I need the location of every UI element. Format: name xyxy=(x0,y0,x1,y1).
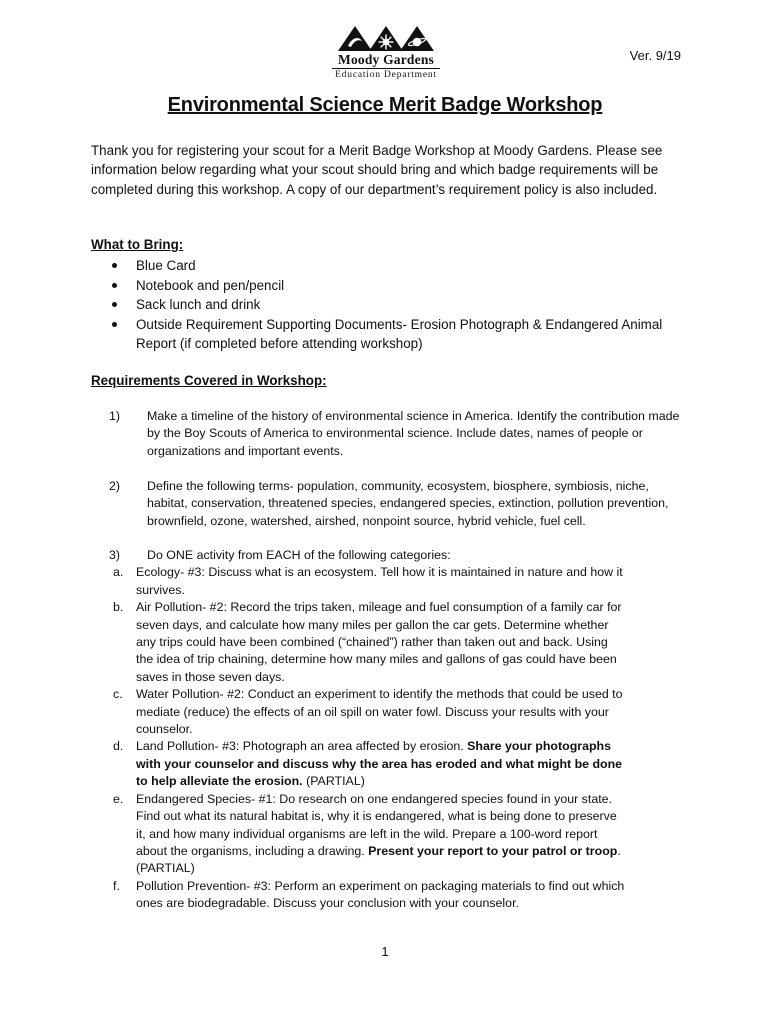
page-title: Environmental Science Merit Badge Workshop xyxy=(167,94,603,116)
sub-letter: e. xyxy=(113,791,124,806)
sub-requirement xyxy=(91,686,691,738)
intro-paragraph: Thank you for registering your scout for a Merit Badge Workshop at Moody Gardens. Please see information below regarding what your scout should bring and which badge requirements will be completed during this workshop. A copy of our department’s requirement policy is also included. xyxy=(91,143,663,197)
sub-letter: f. xyxy=(113,878,120,893)
what-to-bring-heading: What to Bring: xyxy=(91,237,184,252)
sub-text: Land Pollution- #3: Photograph an area affected by erosion. Share your photographs with your counselor and discuss why the area has eroded and what might be done to help alleviate the erosion. (PARTIAL) xyxy=(136,739,623,789)
list-item: Sack lunch and drink xyxy=(108,295,688,315)
sub-requirement xyxy=(91,738,691,790)
sub-text: Ecology- #3: Discuss what is an ecosystem. Tell how it is maintained in nature and how it survives. xyxy=(136,565,623,597)
sub-requirement xyxy=(91,599,691,686)
requirement-item xyxy=(91,478,691,530)
page-number: 1 xyxy=(381,944,389,959)
sub-requirement xyxy=(91,878,691,913)
version-label: Ver. 9/19 xyxy=(629,48,681,63)
requirement-number: 2) xyxy=(109,479,121,493)
list-item: Notebook and pen/pencil xyxy=(108,276,688,296)
bullet-icon xyxy=(112,322,117,327)
sub-requirement xyxy=(91,791,691,878)
sub-letter: d. xyxy=(113,739,124,754)
list-item: Blue Card xyxy=(108,256,688,276)
list-item: Outside Requirement Supporting Documents- Erosion Photograph & Endangered Animal Report (if completed before attending workshop) xyxy=(108,315,688,354)
sub-requirement xyxy=(91,564,691,599)
requirement-text: Define the following terms- population, community, ecosystem, biosphere, symbiosis, niche, habitat, conservation, threatened species, endangered species, extinction, pollution prevention, brownfield, ozone, watershed, airshed, nonpoint source, hybrid vehicle, fuel cell. xyxy=(147,479,669,528)
bullet-icon xyxy=(112,283,117,288)
bold-instruction: Share your photographs with your counselor and discuss why the area has eroded and what might be done to help alleviate the erosion. xyxy=(136,739,623,789)
bold-instruction: Present your report to your patrol or troop xyxy=(368,843,618,858)
moody-gardens-logo xyxy=(330,24,442,81)
requirement-text: Make a timeline of the history of environmental science in America. Identify the contribution made by the Boy Scouts of America to environmental science. Include dates, names of people or organizations and important events. xyxy=(147,409,680,458)
sub-letter: c. xyxy=(113,687,123,702)
sub-text: Water Pollution- #2: Conduct an experiment to identify the methods that could be used to mediate (reduce) the effects of an oil spill on water fowl. Discuss your results with your counselor. xyxy=(136,687,623,737)
bullet-icon xyxy=(112,302,117,307)
sub-text: Endangered Species- #1: Do research on one endangered species found in your state. Find out what its natural habitat is, why it is endangered, what is being done to preserve it, and how many individual organisms are left in the wild. Prepare a 100-word report about the organisms, including a drawing. Present your report to your patrol or troop. (PARTIAL) xyxy=(136,791,621,876)
requirement-item xyxy=(91,547,691,913)
sub-text: Air Pollution- #2: Record the trips taken, mileage and fuel consumption of a family car for seven days, and calculate how many miles per gallon the car gets. Determine whether any trips could have been combined (“chained”) rather than taken out and back. Using the idea of trip chaining, determine how many miles and gallons of gas could have been saves in those seven days. xyxy=(136,600,622,684)
logo-name: Moody Gardens xyxy=(338,52,434,67)
requirement-text: Do ONE activity from EACH of the following categories: xyxy=(147,548,451,562)
requirements-heading: Requirements Covered in Workshop: xyxy=(91,373,327,388)
bullet-icon xyxy=(112,263,117,268)
what-to-bring-list xyxy=(108,256,688,354)
requirement-number: 1) xyxy=(109,409,121,423)
sub-text: Pollution Prevention- #3: Perform an experiment on packaging materials to find out which ones are biodegradable. Discuss your conclusion with your counselor. xyxy=(136,878,625,911)
requirement-number: 3) xyxy=(109,548,121,562)
sub-letter: b. xyxy=(113,600,124,615)
requirement-item xyxy=(91,408,691,460)
logo-department: Education Department xyxy=(332,68,440,81)
pyramids-logo-icon xyxy=(332,24,440,52)
sub-letter: a. xyxy=(113,565,124,580)
